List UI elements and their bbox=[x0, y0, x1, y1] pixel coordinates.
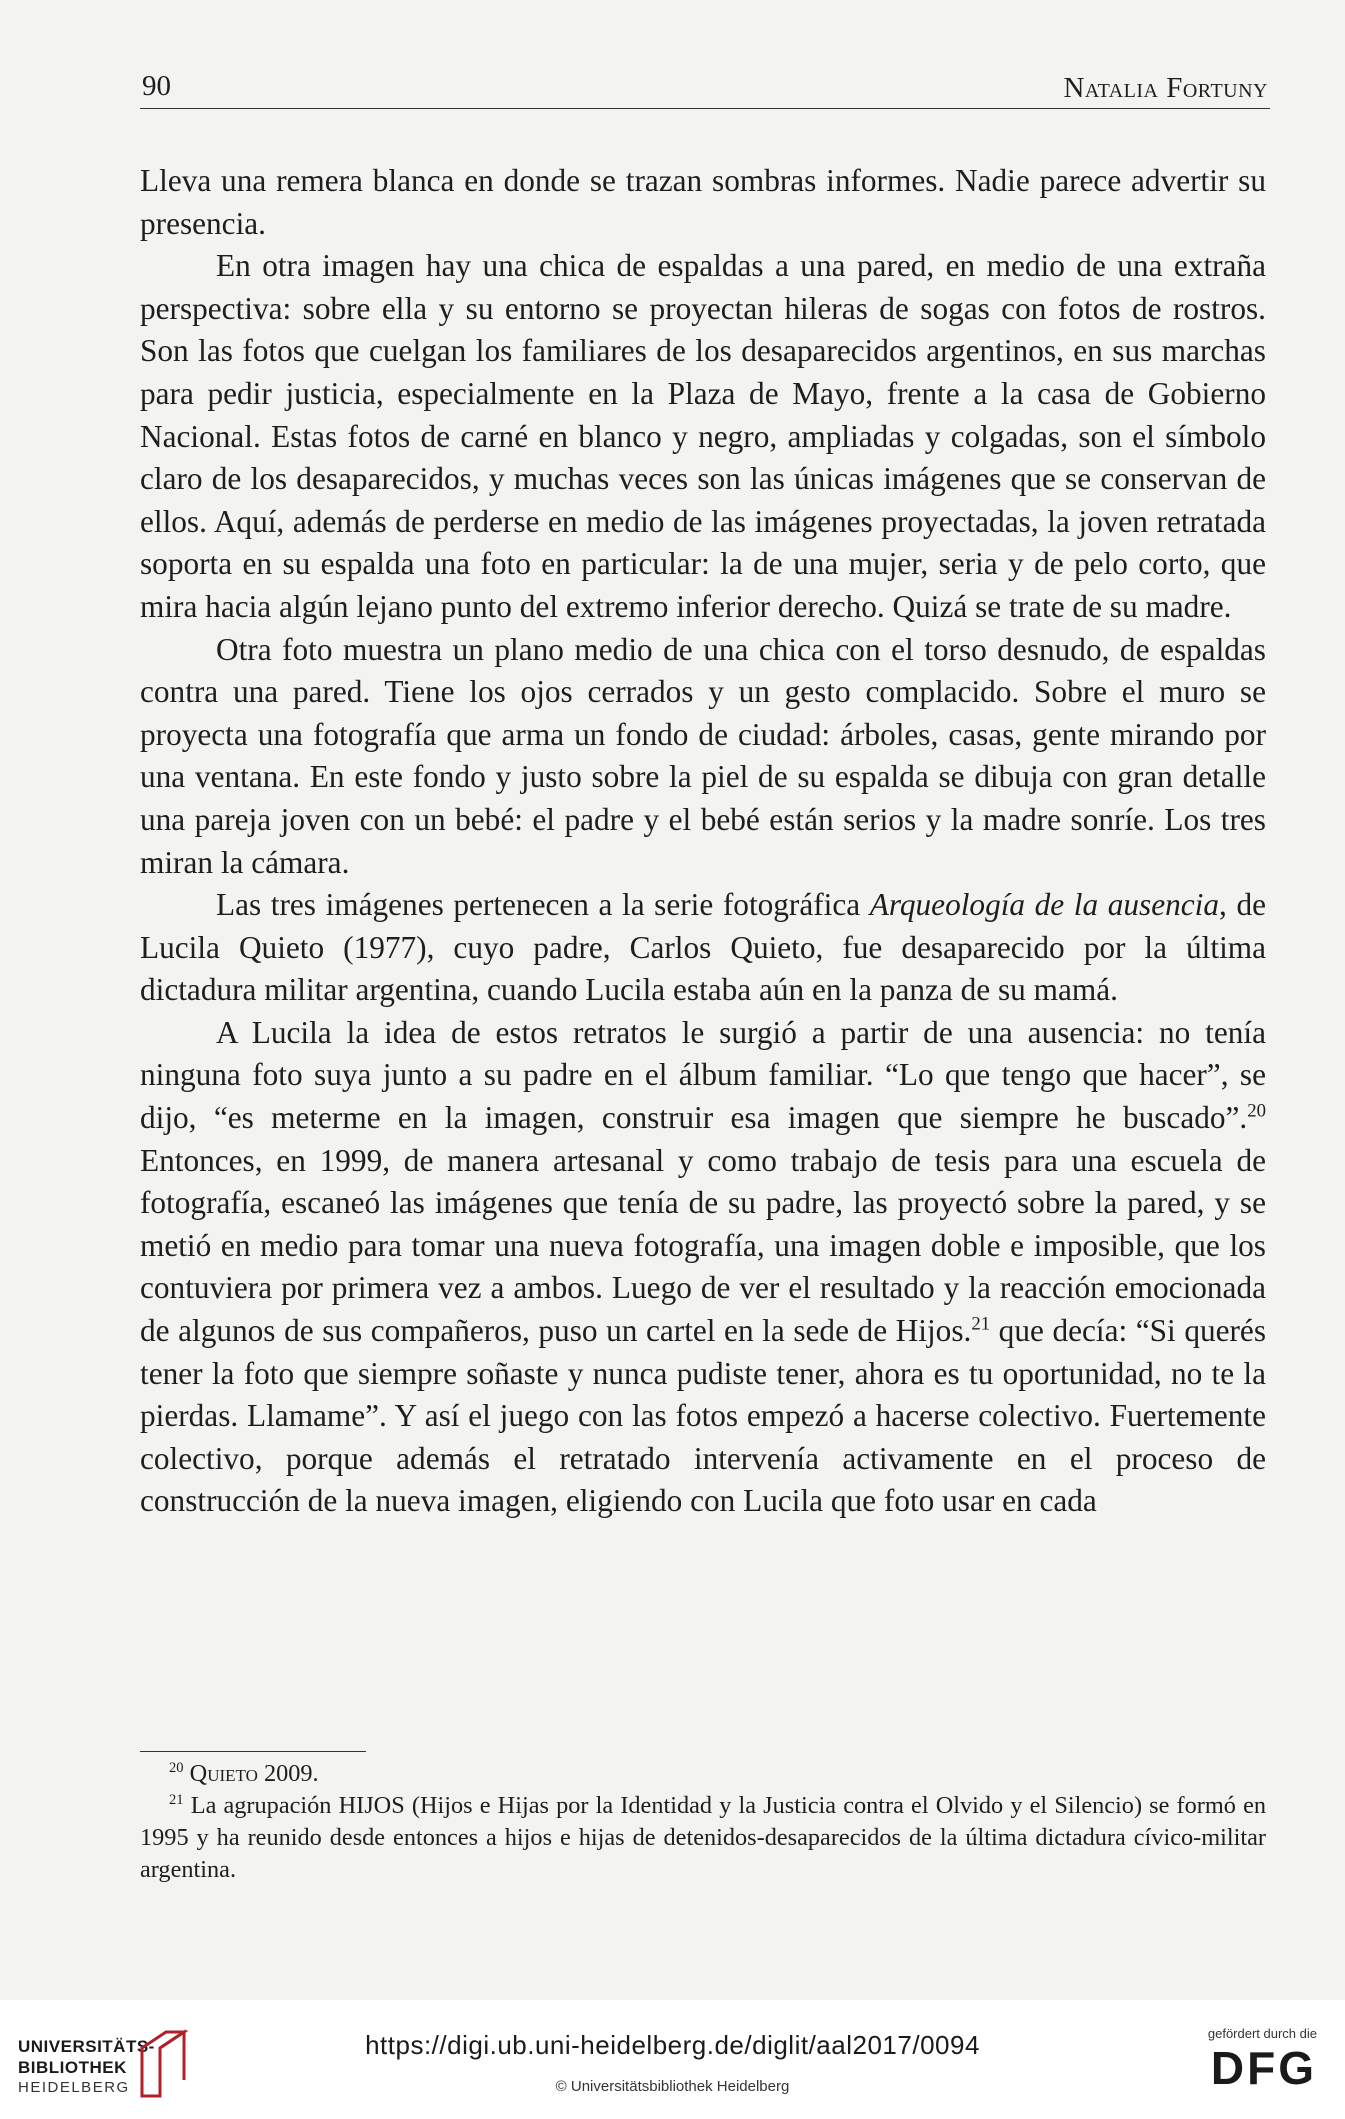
funder-logo-text: DFG bbox=[1210, 2042, 1317, 2094]
paragraph-5-text-b: Entonces, en 1999, de manera artesanal y como trabajo de tesis para una escuela de fotografía, escaneó las imágenes que tenía de su padre, las proyectó sobre la pared, y se metió en medio para tomar una nueva fotografía, una imagen doble e imposible, que los contuviera por primera vez a ambos. Luego de ver el resultado y la reacción emocionada de algunos de sus compañeros, puso un cartel en la sede de Hijos. bbox=[140, 1142, 1266, 1349]
page-header bbox=[140, 68, 1270, 109]
body-text bbox=[140, 160, 1266, 1523]
paragraph-4-text-a: Las tres imágenes pertenecen a la serie fotográfica bbox=[216, 887, 870, 923]
paragraph-4-text-b: , de Lucila Quieto (1977), cuyo padre, Carlos Quieto, fue desaparecido por la última dictadura militar argentina, cuando Lucila estaba aún en la panza de su mamá. bbox=[140, 887, 1266, 1008]
footnote-ref-20: 20 bbox=[1247, 1100, 1266, 1122]
running-head-author: Natalia Fortuny bbox=[1063, 72, 1268, 104]
footnote-text: Quieto 2009. bbox=[189, 1760, 319, 1787]
series-title: Arqueología de la ausencia bbox=[869, 887, 1220, 923]
paragraph-3: Otra foto muestra un plano medio de una chica con el torso desnudo, de espaldas contra una pared. Tiene los ojos cerrados y un gesto complacido. Sobre el muro se proyecta una fotografía que arma un fondo de ciudad: árboles, casas, gente mirando por una ventana. En este fondo y justo sobre la piel de su espalda se dibuja con gran detalle una pareja joven con un bebé: el padre y el bebé están serios y la madre sonríe. Los tres miran la cámara. bbox=[140, 631, 1266, 880]
dfg-logo[interactable] bbox=[1208, 2026, 1317, 2095]
footnote-divider bbox=[140, 1751, 366, 1752]
paragraph-1: Lleva una remera blanca en donde se trazan sombras informes. Nadie parece advertir su presencia. bbox=[140, 163, 1266, 241]
funder-note: gefördert durch die bbox=[1207, 2026, 1317, 2041]
copyright-notice: © Universitätsbibliothek Heidelberg bbox=[555, 2078, 790, 2095]
paragraph-5 bbox=[140, 1012, 1266, 1523]
library-name-line2: BIBLIOTHEK bbox=[18, 2058, 127, 2077]
permalink-url[interactable]: https://digi.ub.uni-heidelberg.de/diglit/aal2017/0094 bbox=[365, 2030, 980, 2060]
library-city: HEIDELBERG bbox=[18, 2079, 130, 2096]
footnote-text: La agrupación HIJOS (Hijos e Hijas por la Identidad y la Justicia contra el Olvido y el Silencio) se formó en 1995 y ha reunido desde entonces a hijos e hijas de detenidos-desaparecidos de la última dictadura cívico-militar argentina. bbox=[140, 1792, 1267, 1883]
footnote-number: 20 bbox=[169, 1759, 184, 1776]
library-name-line1: UNIVERSITÄTS- bbox=[18, 2037, 155, 2056]
footnote-21 bbox=[140, 1790, 1266, 1886]
paragraph-5-text-c: que decía: “Si querés tener la foto que siempre soñaste y nunca pudiste tener, ahora es tu oportunidad, no te la pierdas. Llamame”. Y así el juego con las fotos empezó a hacerse colectivo. Fuertemente colectivo, porque además el retratado intervenía activamente en el proceso de construcción de la nueva imagen, eligiendo con Lucila que foto usar en cada bbox=[140, 1313, 1267, 1519]
footnote-ref-21: 21 bbox=[971, 1313, 991, 1335]
digitization-footer bbox=[0, 2000, 1345, 2119]
paragraph-5-text-a: A Lucila la idea de estos retratos le surgió a partir de una ausencia: no tenía ninguna foto suya junto a su padre en el álbum familiar. “Lo que tengo que hacer”, se dijo, “es meterme en la imagen, construir esa imagen que siempre he buscado”. bbox=[140, 1014, 1266, 1136]
paragraph-2: En otra imagen hay una chica de espaldas a una pared, en medio de una extraña perspectiva: sobre ella y su entorno se proyectan hileras de sogas con fotos de rostros. Son las fotos que cuelgan los familiares de los desaparecidos argentinos, en sus marchas para pedir justicia, especialmente en la Plaza de Mayo, frente a la casa de Gobierno Nacional. Estas fotos de carné en blanco y negro, ampliadas y colgadas, son el símbolo claro de los desaparecidos, y muchas veces son las únicas imágenes que se conservan de ellos. Aquí, además de perderse en medio de las imágenes proyectadas, la joven retratada soporta en su espalda una foto en particular: la de una mujer, seria y de pelo corto, que mira hacia algún lejano punto del extremo inferior derecho. Quizá se trate de su madre. bbox=[140, 248, 1266, 624]
page-number: 90 bbox=[142, 70, 171, 102]
paragraph-4 bbox=[140, 884, 1266, 1012]
footnote-20 bbox=[140, 1758, 1266, 1790]
footnotes bbox=[140, 1758, 1266, 1886]
footnote-number: 21 bbox=[169, 1791, 184, 1808]
